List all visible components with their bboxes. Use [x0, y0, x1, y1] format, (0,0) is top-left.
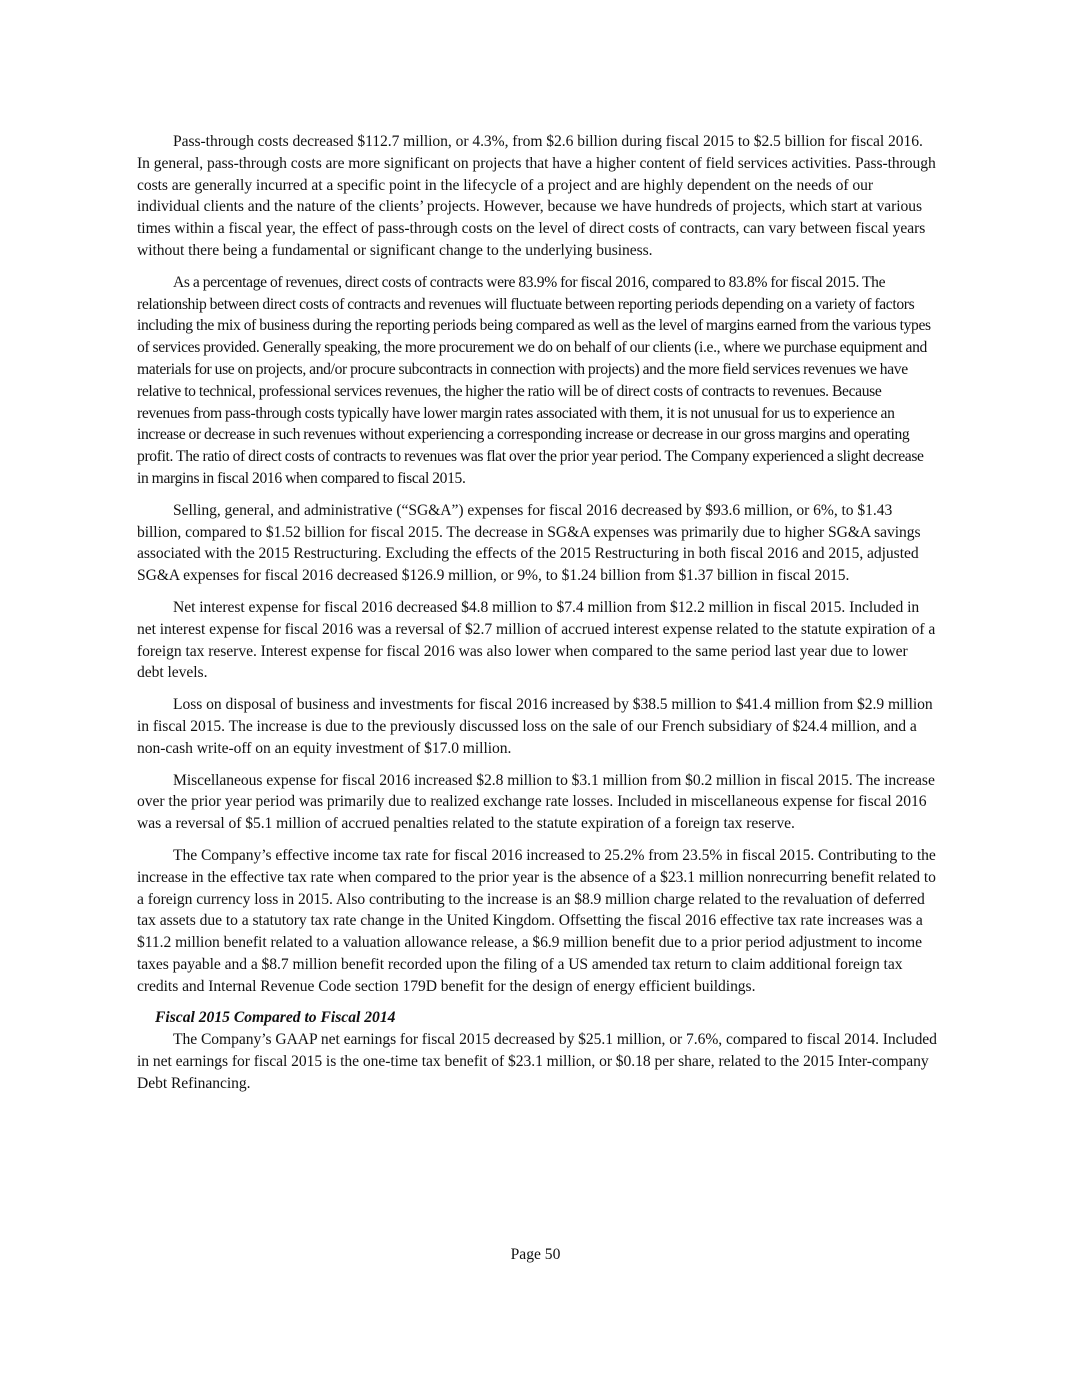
paragraph-direct-costs-ratio: As a percentage of revenues, direct costs of contracts were 83.9% for fiscal 2016, compared to 83.8% for fiscal 2015. The relationship between direct costs of contracts and revenues will fluctuate between reporting periods depending on a variety of factors including the mix of business during the reporting periods being compared as well as the level of margins earned from the various types of services provided. Generally speaking, the more procurement we do on behalf of our clients (i.e., where we purchase equipment and materials for use on projects, and/or procure subcontracts in connection with projects) and the more field services revenues we have relative to technical, professional services revenues, the higher the ratio will be of direct costs of contracts to revenues. Because revenues from pass-through costs typically have lower margin rates associated with them, it is not unusual for us to experience an increase or decrease in such revenues without experiencing a corresponding increase or decrease in our gross margins and operating profit. The ratio of direct costs of contracts to revenues was flat over the prior year period. The Company experienced a slight decrease in margins in fiscal 2016 when compared to fiscal 2015.: [137, 273, 931, 487]
paragraph-net-interest-expense: Net interest expense for fiscal 2016 decreased $4.8 million to $7.4 million from $12.2 million in fiscal 2015. Included in net interest expense for fiscal 2016 was a reversal of $2.7 million of accrued interest expense related to the statute expiration of a foreign tax reserve. Interest expense for fiscal 2016 was also lower when compared to the same period last year due to lower debt levels.: [137, 598, 936, 682]
paragraph-effective-tax-rate: The Company’s effective income tax rate for fiscal 2016 increased to 25.2% from 23.5% in fiscal 2015. Contributing to the increase in the effective tax rate when compared to the prior year is the absence of a $23.1 million nonrecurring benefit related to a foreign currency loss in 2015. Also contributing to the increase is an $8.9 million charge related to the revaluation of deferred tax assets due to a statutory tax rate change in the United Kingdom. Offsetting the fiscal 2016 effective tax rate increases was a $11.2 million benefit related to a valuation allowance release, a $6.9 million benefit due to a prior period adjustment to income taxes payable and a $8.7 million benefit recorded upon the filing of a US amended tax return to claim additional foreign tax credits and Internal Revenue Code section 179D benefit for the design of energy efficient buildings.: [137, 846, 936, 995]
paragraph-miscellaneous-expense: Miscellaneous expense for fiscal 2016 increased $2.8 million to $3.1 million from $0.2 million in fiscal 2015. The increase over the prior year period was primarily due to realized exchange rate losses. Included in miscellaneous expense for fiscal 2016 was a reversal of $5.1 million of accrued penalties related to the statute expiration of a foreign tax reserve.: [137, 771, 935, 833]
paragraph-sga-expenses: Selling, general, and administrative (“SG&A”) expenses for fiscal 2016 decreased by $93.6 million, or 6%, to $1.43 billion, compared to $1.52 billion for fiscal 2015. The decrease in SG&A expenses was primarily due to higher SG&A savings associated with the 2015 Restructuring. Excluding the effects of the 2015 Restructuring in both fiscal 2016 and 2015, adjusted SG&A expenses for fiscal 2016 decreased $126.9 million, or 9%, to $1.24 billion from $1.37 billion in fiscal 2015.: [137, 501, 921, 585]
paragraph-loss-on-disposal: Loss on disposal of business and investments for fiscal 2016 increased by $38.5 million to $41.4 million from $2.9 million in fiscal 2015. The increase is due to the previously discussed loss on the sale of our French subsidiary of $24.4 million, and a non-cash write-off on an equity investment of $17.0 million.: [137, 696, 933, 757]
paragraph-net-earnings: The Company’s GAAP net earnings for fiscal 2015 decreased by $25.1 million, or 7.6%, compared to fiscal 2014. Included in net earnings for fiscal 2015 is the one-time tax benefit of $23.1 million, or $0.18 per share, related to the 2015 Inter-company Debt Refinancing.: [137, 1031, 937, 1092]
section-subheading: Fiscal 2015 Compared to Fiscal 2014: [155, 1009, 396, 1027]
page-number: Page 50: [510, 1246, 561, 1263]
paragraph-pass-through-costs: Pass-through costs decreased $112.7 million, or 4.3%, from $2.6 billion during fiscal 2015 to $2.5 billion for fiscal 2016. In general, pass-through costs are more significant on projects that have a higher content of field services activities. Pass-through costs are generally incurred at a specific point in the lifecycle of a project and are highly dependent on the needs of our individual clients and the nature of the clients’ projects. However, because we have hundreds of projects, which start at various times within a fiscal year, the effect of pass-through costs on the level of direct costs of contracts, can vary between fiscal years without there being a fundamental or significant change to the underlying business.: [137, 133, 936, 259]
document-body: [137, 131, 937, 1105]
